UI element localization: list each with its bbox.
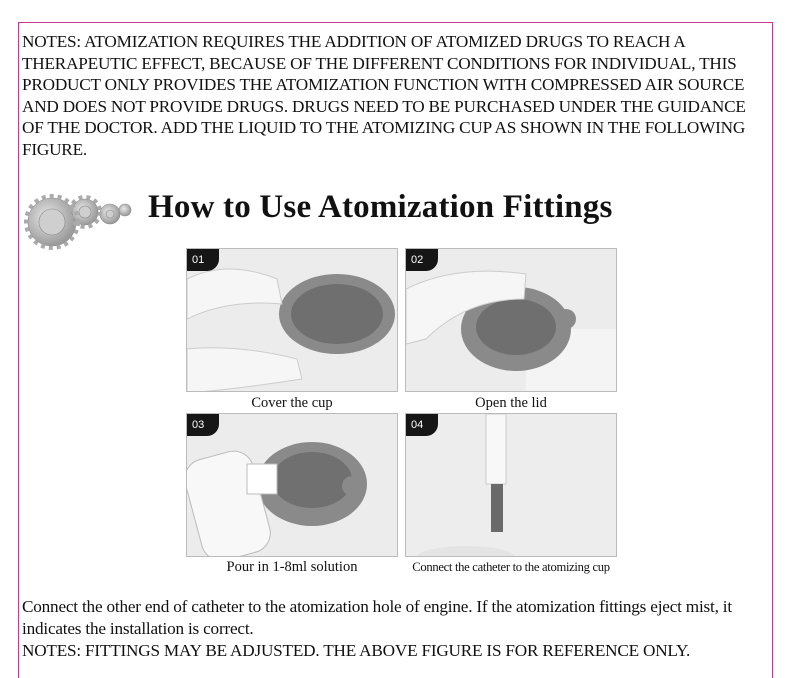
page-title: How to Use Atomization Fittings (148, 189, 613, 225)
step-caption: Open the lid (475, 395, 547, 411)
step-photo-connect-catheter (405, 413, 617, 557)
bottom-text (22, 596, 772, 662)
notes-top-text: NOTES: ATOMIZATION REQUIRES THE ADDITION OF ATOMIZED DRUGS TO REACH A THERAPEUTIC EFFECT, BECAUSE OF THE DIFFERENT CONDITIONS FOR INDIVIDUAL, THIS PRODUCT ONLY PROVIDES THE ATOMIZATION FUNCTION WITH COMPRESSED AIR SOURCE AND DOES NOT PROVIDE DRUGS. DRUGS NEED TO BE PURCHASED UNDER THE GUIDANCE OF THE DOCTOR. ADD THE LIQUID TO THE ATOMIZING CUP AS SHOWN IN THE FOLLOWING FIGURE. (22, 32, 746, 159)
step-caption: Connect the catheter to the atomizing cup (412, 560, 610, 574)
installation-instruction: Connect the other end of catheter to the atomization hole of engine. If the atomization fittings eject mist, it indicates the installation is correct. (22, 597, 732, 638)
step-photo-open-lid (405, 248, 617, 392)
step-number-badge: 03 (187, 414, 219, 436)
step-photo-cover-cup (186, 248, 398, 392)
gears-icon (22, 182, 132, 262)
step-caption: Cover the cup (251, 395, 333, 411)
step-number-badge: 02 (406, 249, 438, 271)
step-number-badge: 01 (187, 249, 219, 271)
bottom-notes: NOTES: FITTINGS MAY BE ADJUSTED. THE ABOVE FIGURE IS FOR REFERENCE ONLY. (22, 641, 691, 660)
step-caption: Pour in 1-8ml solution (226, 559, 358, 575)
step-photo-pour-solution (186, 413, 398, 557)
step-number-badge: 04 (406, 414, 438, 436)
